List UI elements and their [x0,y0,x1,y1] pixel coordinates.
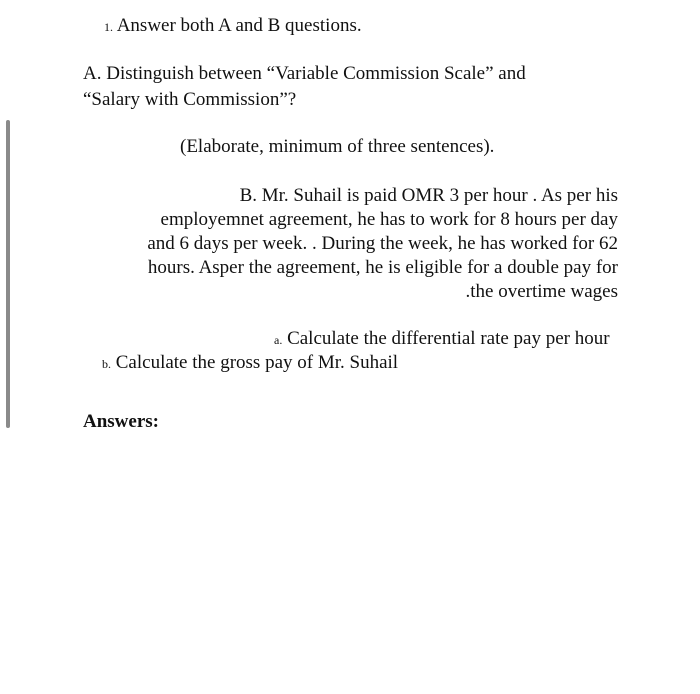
item-number: 1. [104,20,113,34]
question-b-line-4: hours. Asper the agreement, he is eligible for a double pay for [147,257,618,278]
question-b-line-1: B. Mr. Suhail is paid OMR 3 per hour . As per his [239,185,618,206]
sub-question-b [102,351,398,376]
sub-b-text: Calculate the gross pay of Mr. Suhail [115,352,399,373]
instruction-text: Answer both A and B questions. [116,15,362,36]
sub-a-text: Calculate the differential rate pay per hour [287,328,610,349]
sub-question-a [274,327,610,352]
instruction-line [104,14,362,39]
question-b-line-2: employemnet agreement, he has to work for 8 hours per day [160,209,618,230]
sub-a-marker: a. [274,333,283,347]
question-b-line-5: .the overtime wages [465,281,618,302]
vertical-scrollbar[interactable] [6,120,10,428]
answers-label: Answers: [83,411,159,432]
question-a-line-2: “Salary with Commission”? [83,89,297,110]
question-b-paragraph [100,184,618,304]
sub-b-marker: b. [102,357,111,371]
question-b-line-3: and 6 days per week. . During the week, he has worked for 62 [147,233,618,254]
elaborate-note: (Elaborate, minimum of three sentences). [180,136,495,157]
question-a-line-1: A. Distinguish between “Variable Commission Scale” and [83,63,526,84]
